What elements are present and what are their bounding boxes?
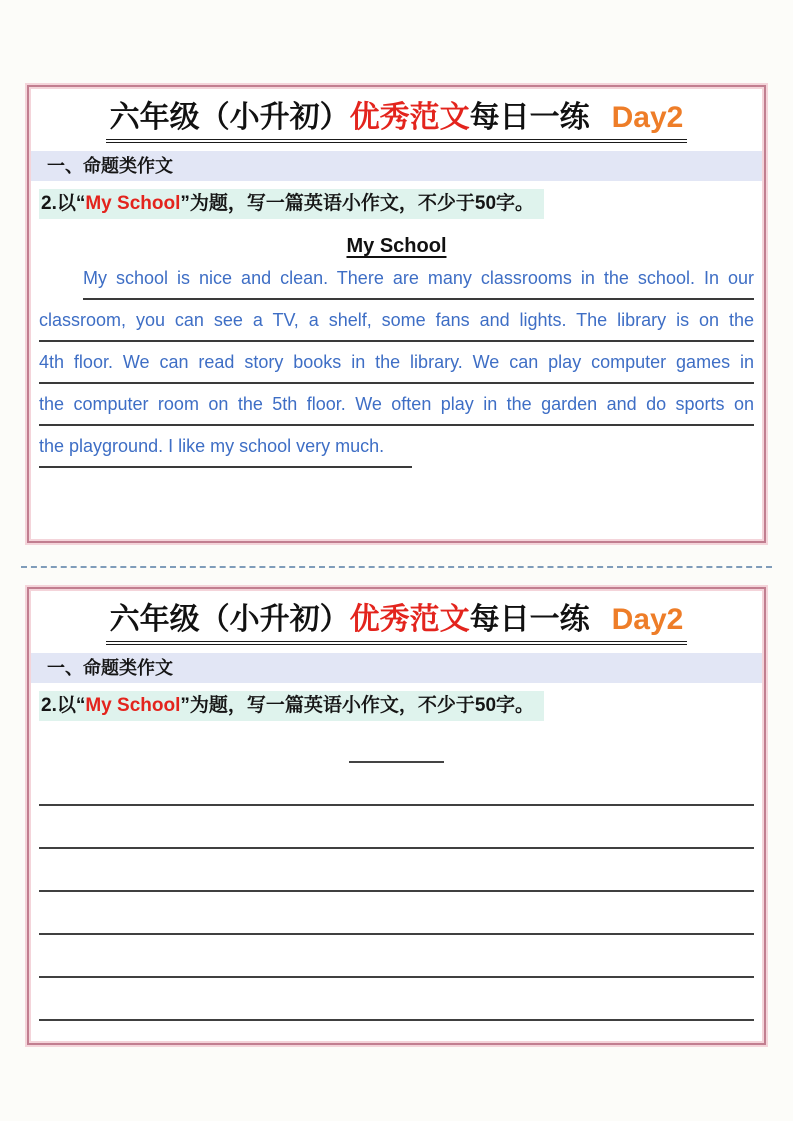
title-grade: 六年级（小升初） bbox=[109, 101, 350, 134]
day-badge: Day2 bbox=[611, 603, 684, 636]
blank-title-line bbox=[349, 743, 444, 763]
model-essay-section bbox=[27, 85, 766, 543]
title-grade: 六年级（小升初） bbox=[109, 603, 350, 636]
ruled-lines bbox=[39, 763, 754, 1021]
essay-line: My school is nice and clean. There are many classrooms in the school. In our bbox=[83, 258, 754, 300]
blank-writing-line bbox=[39, 978, 754, 1021]
prompt-row bbox=[39, 691, 754, 721]
section-heading: 一、命题类作文 bbox=[31, 151, 762, 181]
page-title bbox=[39, 99, 754, 143]
dashed-divider bbox=[21, 566, 772, 568]
essay-title: My School bbox=[346, 235, 447, 257]
essay-body bbox=[39, 258, 754, 468]
prompt-prefix: 2.以“ bbox=[41, 193, 86, 214]
prompt-topic: My School bbox=[85, 193, 181, 214]
prompt-suffix: ”为题，写一篇英语小作文，不少于50字。 bbox=[180, 695, 535, 716]
essay-line: the playground. I like my school very much. bbox=[39, 426, 412, 468]
prompt-suffix: ”为题，写一篇英语小作文，不少于50字。 bbox=[180, 193, 535, 214]
blank-writing-line bbox=[39, 806, 754, 849]
title-underline-wrap bbox=[106, 601, 688, 645]
essay-prompt bbox=[39, 691, 544, 721]
title-suffix: 每日一练 bbox=[469, 101, 590, 134]
prompt-prefix: 2.以“ bbox=[41, 695, 86, 716]
day-badge: Day2 bbox=[611, 101, 684, 134]
prompt-topic: My School bbox=[85, 695, 181, 716]
prompt-row bbox=[39, 189, 754, 219]
blank-writing-line bbox=[39, 935, 754, 978]
title-suffix: 每日一练 bbox=[469, 603, 590, 636]
title-underline-wrap bbox=[106, 99, 688, 143]
blank-writing-line bbox=[39, 849, 754, 892]
essay-prompt bbox=[39, 189, 544, 219]
practice-section bbox=[27, 587, 766, 1045]
page-title bbox=[39, 601, 754, 645]
blank-writing-line bbox=[39, 763, 754, 806]
essay-line: classroom, you can see a TV, a shelf, some fans and lights. The library is on the bbox=[39, 300, 754, 342]
section-heading: 一、命题类作文 bbox=[31, 653, 762, 683]
title-highlight: 优秀范文 bbox=[349, 603, 470, 636]
essay-line: the computer room on the 5th floor. We often play in the garden and do sports on bbox=[39, 384, 754, 426]
title-highlight: 优秀范文 bbox=[349, 101, 470, 134]
blank-writing-line bbox=[39, 892, 754, 935]
essay-line: 4th floor. We can read story books in the library. We can play computer games in bbox=[39, 342, 754, 384]
